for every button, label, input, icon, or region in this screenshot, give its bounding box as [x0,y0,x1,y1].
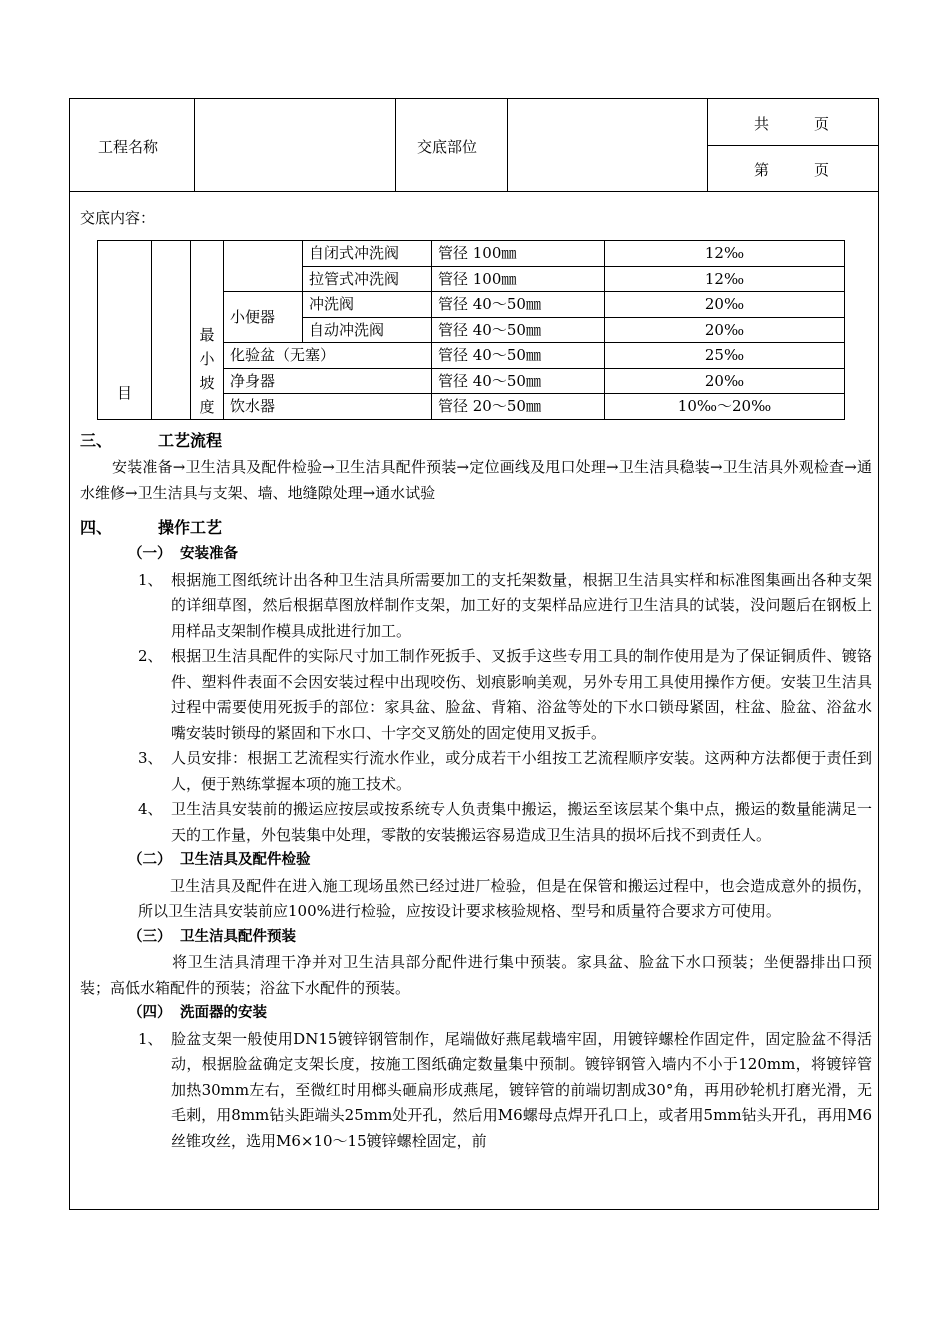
sub2-heading: （二） 卫生洁具及配件检验 [128,852,311,868]
fixture-cell: 自闭式冲洗阀 [303,241,432,267]
slope-cell: 20‰ [605,292,845,318]
fixture-cell: 化验盆（无塞） [224,343,432,369]
slope-table [97,240,845,420]
table-row [98,241,845,267]
pipe-cell: 管径 100㎜ [432,266,605,292]
pipe-cell: 管径 40～50㎜ [432,292,605,318]
pipe-cell: 管径 40～50㎜ [432,317,605,343]
sub1-heading: （一） 安装准备 [128,546,238,562]
list-item: 3、 人员安排：根据工艺流程实行流水作业，或分成若干小组按工艺流程顺序安装。这两种方法都便于责任到人，便于熟练掌握本项的施工技术。 [138,749,872,793]
fixture-cell: 饮水器 [224,394,432,420]
empty-cell [224,241,303,292]
sub4-heading: （四） 洗面器的安装 [128,1005,267,1021]
slope-cell: 20‰ [605,317,845,343]
document-body [80,427,872,1154]
urinal-label: 小便器 [224,292,303,343]
slope-cell: 20‰ [605,368,845,394]
list-item: 4、 卫生洁具安装前的搬运应按层或按系统专人负责集中搬运，搬运至该层某个集中点，搬运的数量能满足一天的工作量，外包装集中处理，零散的安装搬运容易造成卫生洁具的损坏后找不到责任人。 [138,800,872,844]
slope-cell: 25‰ [605,343,845,369]
list-item: 1、 脸盆支架一般使用DN15镀锌钢管制作，尾端做好燕尾载墙牢固，用镀锌螺栓作固定件，固定脸盆不得活动，根据脸盆确定支架长度，按施工图纸确定数量集中预制。镀锌钢管入墙内不小于120mm，将镀锌管加热30mm左右，至微红时用榔头砸扁形成燕尾，镀锌管的前端切割成30°角，再用砂轮机打磨光滑，无毛刺，用8mm钻头距端头25mm处开孔，然后用M6螺母点焊开孔口上，或者用5mm钻头开孔，再用M6丝锥攻丝，选用M6×10～15镀锌螺栓固定，前 [138,1029,872,1150]
slope-cell: 12‰ [605,241,845,267]
col1-label: 目 [98,241,152,420]
list-item: 2、 根据卫生洁具配件的实际尺寸加工制作死扳手、叉扳手这些专用工具的制作使用是为了保证铜质件、镀铬件、塑料件表面不会因安装过程中出现咬伤、划痕影响美观，另外专用工具使用操作方便。安装卫生洁具过程中需要使用死扳手的部位：家具盆、脸盆、背箱、浴盆等处的下水口锁母紧固，柱盆、脸盆、浴盆水嘴安装时锁母的紧固和下水口、十字交叉筋处的固定使用叉扳手。 [138,647,872,742]
empty-cell [152,241,191,420]
list-item: 1、 根据施工图纸统计出各种卫生洁具所需要加工的支托架数量，根据卫生洁具实样和标准图集画出各种支架的详细草图，然后根据草图放样制作支架，加工好的支架样品应进行卫生洁具的试装，没问题后在钢板上用样品支架制作模具成批进行加工。 [138,570,872,640]
location-label: 交底部位 [417,138,478,156]
pipe-cell: 管径 40～50㎜ [432,368,605,394]
fixture-cell: 自动冲洗阀 [303,317,432,343]
section3-heading: 三、 工艺流程 [80,431,223,450]
section4-heading: 四、 操作工艺 [80,518,223,537]
total-pages-label: 共 页 [754,115,830,133]
pipe-cell: 管径 20～50㎜ [432,394,605,420]
document-frame [69,98,879,1210]
sub2-text: 卫生洁具及配件在进入施工现场虽然已经过进厂检验，但是在保管和搬运过程中，也会造成意外的损伤，所以卫生洁具安装前应100%进行检验，应按设计要求核验规格、型号和质量符合要求方可使用。 [138,876,872,920]
sub3-heading: （三） 卫生洁具配件预装 [128,928,296,945]
fixture-cell: 净身器 [224,368,432,394]
fixture-cell: 拉管式冲洗阀 [303,266,432,292]
pipe-cell: 管径 100㎜ [432,241,605,267]
pipe-cell: 管径 40～50㎜ [432,343,605,369]
sub3-text: 将卫生洁具清理干净并对卫生洁具部分配件进行集中预装。家具盆、脸盆下水口预装；坐便器排出口预装；高低水箱配件的预装；浴盆下水配件的预装。 [80,953,872,997]
project-name-label: 工程名称 [98,138,159,156]
page-number-label: 第 页 [754,161,830,179]
slope-cell: 12‰ [605,266,845,292]
fixture-cell: 冲洗阀 [303,292,432,318]
min-slope-label: 最 小 坡 度 [191,241,224,420]
section3-text: 安装准备→卫生洁具及配件检验→卫生洁具配件预装→定位画线及甩口处理→卫生洁具稳装→卫生洁具外观检查→通水维修→卫生洁具与支架、墙、地缝隙处理→通水试验 [80,458,872,502]
intro-label: 交底内容： [80,209,156,227]
header-grid [70,99,878,192]
slope-cell: 10‰～20‰ [605,394,845,420]
